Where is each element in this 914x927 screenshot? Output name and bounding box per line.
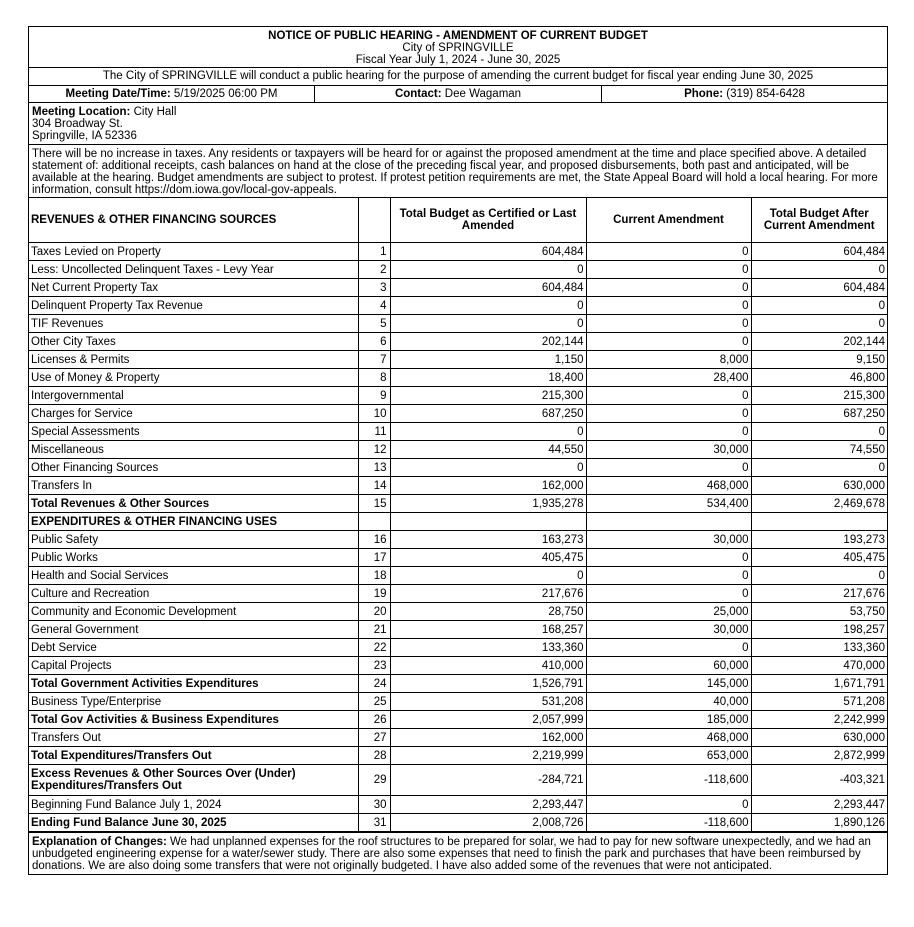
row-after-amendment: 2,469,678 <box>751 495 887 513</box>
row-label: Other City Taxes <box>29 333 358 351</box>
row-total-budget: 18,400 <box>390 369 586 387</box>
table-row <box>29 567 887 585</box>
row-total-budget: 0 <box>390 315 586 333</box>
row-label: Total Gov Activities & Business Expenditures <box>29 711 358 729</box>
row-current-amendment: 653,000 <box>586 747 751 765</box>
row-line-number: 29 <box>358 765 390 796</box>
row-after-amendment: 630,000 <box>751 477 887 495</box>
row-after-amendment: 405,475 <box>751 549 887 567</box>
city-name: City of SPRINGVILLE <box>402 42 514 54</box>
table-row <box>29 585 887 603</box>
row-label: Debt Service <box>29 639 358 657</box>
row-after-amendment: 470,000 <box>751 657 887 675</box>
row-after-amendment: 193,273 <box>751 531 887 549</box>
row-label: Excess Revenues & Other Sources Over (Under) Expenditures/Transfers Out <box>29 765 358 796</box>
row-after-amendment: 604,484 <box>751 279 887 297</box>
current-amendment-header: Current Amendment <box>586 198 751 243</box>
row-current-amendment: 0 <box>586 796 751 814</box>
row-label: Charges for Service <box>29 405 358 423</box>
row-current-amendment: 40,000 <box>586 693 751 711</box>
row-after-amendment: 2,293,447 <box>751 796 887 814</box>
row-total-budget: 687,250 <box>390 405 586 423</box>
row-total-budget: 217,676 <box>390 585 586 603</box>
row-current-amendment: 468,000 <box>586 729 751 747</box>
row-after-amendment: 0 <box>751 261 887 279</box>
row-current-amendment: -118,600 <box>586 814 751 832</box>
row-current-amendment: -118,600 <box>586 765 751 796</box>
row-after-amendment: 215,300 <box>751 387 887 405</box>
row-line-number: 18 <box>358 567 390 585</box>
table-row <box>29 261 887 279</box>
row-after-amendment: 53,750 <box>751 603 887 621</box>
row-current-amendment: 0 <box>586 585 751 603</box>
table-row <box>29 243 887 261</box>
table-row <box>29 814 887 832</box>
meeting-datetime: Meeting Date/Time: 5/19/2025 06:00 PM <box>29 86 315 102</box>
table-row <box>29 549 887 567</box>
row-total-budget: 44,550 <box>390 441 586 459</box>
row-line-number: 10 <box>358 405 390 423</box>
row-current-amendment: 25,000 <box>586 603 751 621</box>
table-row <box>29 297 887 315</box>
row-line-number: 9 <box>358 387 390 405</box>
row-line-number: 28 <box>358 747 390 765</box>
row-line-number: 20 <box>358 603 390 621</box>
row-current-amendment: 60,000 <box>586 657 751 675</box>
table-row <box>29 333 887 351</box>
row-after-amendment: -403,321 <box>751 765 887 796</box>
notice-header <box>29 27 887 68</box>
row-current-amendment: 0 <box>586 387 751 405</box>
row-line-number: 3 <box>358 279 390 297</box>
row-line-number: 15 <box>358 495 390 513</box>
row-line-number: 22 <box>358 639 390 657</box>
row-label: Beginning Fund Balance July 1, 2024 <box>29 796 358 814</box>
row-line-number: 11 <box>358 423 390 441</box>
row-label: Total Revenues & Other Sources <box>29 495 358 513</box>
row-total-budget: 2,057,999 <box>390 711 586 729</box>
meeting-contact: Contact: Dee Wagaman <box>315 86 602 102</box>
row-after-amendment: 9,150 <box>751 351 887 369</box>
row-line-number: 23 <box>358 657 390 675</box>
row-total-budget: 1,526,791 <box>390 675 586 693</box>
row-label: Taxes Levied on Property <box>29 243 358 261</box>
budget-notice <box>28 26 888 875</box>
table-row <box>29 423 887 441</box>
table-row <box>29 711 887 729</box>
row-after-amendment: 198,257 <box>751 621 887 639</box>
row-after-amendment: 0 <box>751 297 887 315</box>
row-after-amendment: 0 <box>751 315 887 333</box>
row-total-budget: 0 <box>390 423 586 441</box>
line-number-header <box>358 198 390 243</box>
table-row <box>29 531 887 549</box>
row-line-number: 16 <box>358 531 390 549</box>
row-label: Transfers In <box>29 477 358 495</box>
row-after-amendment: 0 <box>751 423 887 441</box>
row-total-budget: 28,750 <box>390 603 586 621</box>
row-label: Capital Projects <box>29 657 358 675</box>
row-total-budget: 1,150 <box>390 351 586 369</box>
row-after-amendment: 630,000 <box>751 729 887 747</box>
row-total-budget: 604,484 <box>390 279 586 297</box>
row-label: Total Government Activities Expenditures <box>29 675 358 693</box>
row-after-amendment: 0 <box>751 459 887 477</box>
hearing-intro: The City of SPRINGVILLE will conduct a public hearing for the purpose of amending the current budget for fiscal year ending June 30, 2025 <box>29 68 887 86</box>
table-header-row <box>29 198 887 243</box>
row-current-amendment: 185,000 <box>586 711 751 729</box>
row-after-amendment: 2,872,999 <box>751 747 887 765</box>
row-current-amendment: 0 <box>586 567 751 585</box>
table-row <box>29 729 887 747</box>
row-label: Business Type/Enterprise <box>29 693 358 711</box>
row-total-budget: 2,008,726 <box>390 814 586 832</box>
table-row <box>29 441 887 459</box>
table-row <box>29 459 887 477</box>
row-line-number: 4 <box>358 297 390 315</box>
row-total-budget: 0 <box>390 459 586 477</box>
row-label: Public Works <box>29 549 358 567</box>
row-current-amendment: 0 <box>586 261 751 279</box>
table-row <box>29 796 887 814</box>
row-line-number: 26 <box>358 711 390 729</box>
table-row <box>29 747 887 765</box>
location-address-line2: Springville, IA 52336 <box>32 130 137 142</box>
fiscal-year: Fiscal Year July 1, 2024 - June 30, 2025 <box>355 54 561 66</box>
row-line-number: 24 <box>358 675 390 693</box>
row-line-number: 7 <box>358 351 390 369</box>
row-current-amendment: 0 <box>586 243 751 261</box>
table-row <box>29 657 887 675</box>
row-line-number: 2 <box>358 261 390 279</box>
row-total-budget: 1,935,278 <box>390 495 586 513</box>
location-address-line1: 304 Broadway St. <box>32 118 123 130</box>
row-total-budget: 163,273 <box>390 531 586 549</box>
row-line-number: 25 <box>358 693 390 711</box>
row-current-amendment: 0 <box>586 639 751 657</box>
row-current-amendment: 0 <box>586 405 751 423</box>
row-total-budget: 604,484 <box>390 243 586 261</box>
row-line-number: 12 <box>358 441 390 459</box>
explanation-of-changes: Explanation of Changes: We had unplanned expenses for the roof structures to be prepared for solar, we had to pay for new software unexpectedly, and we had an unbudgeted engineering expense for a water/sewer study. There are also some expenses that need to finish the park and purchases that have been reimbursed by donations. We are also doing some transfers that were not originally budgeted. I have also added some of the revenues that were not anticipated. <box>29 832 887 874</box>
row-after-amendment: 1,671,791 <box>751 675 887 693</box>
row-current-amendment: 534,400 <box>586 495 751 513</box>
total-budget-header: Total Budget as Certified or Last Amended <box>390 198 586 243</box>
table-row <box>29 315 887 333</box>
row-total-budget: 202,144 <box>390 333 586 351</box>
row-total-budget: 405,475 <box>390 549 586 567</box>
row-after-amendment: 1,890,126 <box>751 814 887 832</box>
row-label: Special Assessments <box>29 423 358 441</box>
row-line-number: 19 <box>358 585 390 603</box>
row-label: Community and Economic Development <box>29 603 358 621</box>
row-label: Health and Social Services <box>29 567 358 585</box>
row-label: Intergovernmental <box>29 387 358 405</box>
row-label: TIF Revenues <box>29 315 358 333</box>
notice-title: NOTICE OF PUBLIC HEARING - AMENDMENT OF CURRENT BUDGET <box>268 30 648 42</box>
row-total-budget: 410,000 <box>390 657 586 675</box>
table-row <box>29 387 887 405</box>
table-row <box>29 369 887 387</box>
row-label: General Government <box>29 621 358 639</box>
expenditures-section-row <box>29 513 887 531</box>
table-row <box>29 603 887 621</box>
row-after-amendment: 2,242,999 <box>751 711 887 729</box>
row-line-number: 5 <box>358 315 390 333</box>
row-label: Delinquent Property Tax Revenue <box>29 297 358 315</box>
row-total-budget: 162,000 <box>390 477 586 495</box>
row-line-number: 6 <box>358 333 390 351</box>
table-row <box>29 477 887 495</box>
row-label: Public Safety <box>29 531 358 549</box>
row-current-amendment: 0 <box>586 315 751 333</box>
row-total-budget: 162,000 <box>390 729 586 747</box>
row-label: Less: Uncollected Delinquent Taxes - Levy Year <box>29 261 358 279</box>
row-label: Licenses & Permits <box>29 351 358 369</box>
row-label: Transfers Out <box>29 729 358 747</box>
row-after-amendment: 133,360 <box>751 639 887 657</box>
row-current-amendment: 468,000 <box>586 477 751 495</box>
budget-table <box>29 198 887 832</box>
row-after-amendment: 687,250 <box>751 405 887 423</box>
row-after-amendment: 571,208 <box>751 693 887 711</box>
row-total-budget: 168,257 <box>390 621 586 639</box>
row-label: Total Expenditures/Transfers Out <box>29 747 358 765</box>
table-row <box>29 675 887 693</box>
row-line-number: 27 <box>358 729 390 747</box>
row-current-amendment: 0 <box>586 279 751 297</box>
row-current-amendment: 0 <box>586 423 751 441</box>
row-current-amendment: 30,000 <box>586 621 751 639</box>
row-line-number: 17 <box>358 549 390 567</box>
row-label: Other Financing Sources <box>29 459 358 477</box>
table-row <box>29 495 887 513</box>
row-current-amendment: 0 <box>586 459 751 477</box>
row-after-amendment: 0 <box>751 567 887 585</box>
after-amendment-header: Total Budget After Current Amendment <box>751 198 887 243</box>
row-total-budget: 531,208 <box>390 693 586 711</box>
row-total-budget: 215,300 <box>390 387 586 405</box>
row-total-budget: 0 <box>390 297 586 315</box>
row-label: Ending Fund Balance June 30, 2025 <box>29 814 358 832</box>
row-current-amendment: 30,000 <box>586 441 751 459</box>
row-current-amendment: 0 <box>586 297 751 315</box>
row-current-amendment: 0 <box>586 549 751 567</box>
revenues-section-header: REVENUES & OTHER FINANCING SOURCES <box>29 198 358 243</box>
row-total-budget: 0 <box>390 261 586 279</box>
row-line-number: 30 <box>358 796 390 814</box>
row-line-number: 13 <box>358 459 390 477</box>
row-current-amendment: 145,000 <box>586 675 751 693</box>
row-total-budget: 2,293,447 <box>390 796 586 814</box>
row-line-number: 31 <box>358 814 390 832</box>
row-after-amendment: 46,800 <box>751 369 887 387</box>
row-after-amendment: 604,484 <box>751 243 887 261</box>
row-total-budget: 133,360 <box>390 639 586 657</box>
row-line-number: 14 <box>358 477 390 495</box>
row-label: Use of Money & Property <box>29 369 358 387</box>
row-label: Net Current Property Tax <box>29 279 358 297</box>
row-after-amendment: 217,676 <box>751 585 887 603</box>
row-line-number: 8 <box>358 369 390 387</box>
table-row <box>29 621 887 639</box>
expenditures-section-header: EXPENDITURES & OTHER FINANCING USES <box>29 513 358 531</box>
row-after-amendment: 202,144 <box>751 333 887 351</box>
table-row <box>29 765 887 796</box>
row-current-amendment: 8,000 <box>586 351 751 369</box>
row-label: Culture and Recreation <box>29 585 358 603</box>
row-current-amendment: 28,400 <box>586 369 751 387</box>
row-current-amendment: 0 <box>586 333 751 351</box>
table-row <box>29 693 887 711</box>
row-current-amendment: 30,000 <box>586 531 751 549</box>
row-after-amendment: 74,550 <box>751 441 887 459</box>
hearing-disclaimer: There will be no increase in taxes. Any residents or taxpayers will be heard for or against the proposed amendment at the time and place specified above. A detailed statement of: additional receipts, cash balances on hand at the close of the preceding fiscal year, and proposed disbursements, both past and anticipated, will be available at the hearing. Budget amendments are subject to protest. If protest petition requirements are met, the State Appeal Board will hold a local hearing. For more information, consult https://dom.iowa.gov/local-gov-appeals. <box>29 145 887 198</box>
meeting-info-row <box>29 86 887 103</box>
row-label: Miscellaneous <box>29 441 358 459</box>
table-row <box>29 279 887 297</box>
row-total-budget: -284,721 <box>390 765 586 796</box>
meeting-location: Meeting Location: City Hall 304 Broadway St. Springville, IA 52336 <box>29 103 887 145</box>
table-row <box>29 405 887 423</box>
table-row <box>29 351 887 369</box>
meeting-phone: Phone: (319) 854-6428 <box>684 88 805 100</box>
table-row <box>29 639 887 657</box>
row-line-number: 1 <box>358 243 390 261</box>
row-total-budget: 0 <box>390 567 586 585</box>
row-total-budget: 2,219,999 <box>390 747 586 765</box>
row-line-number: 21 <box>358 621 390 639</box>
